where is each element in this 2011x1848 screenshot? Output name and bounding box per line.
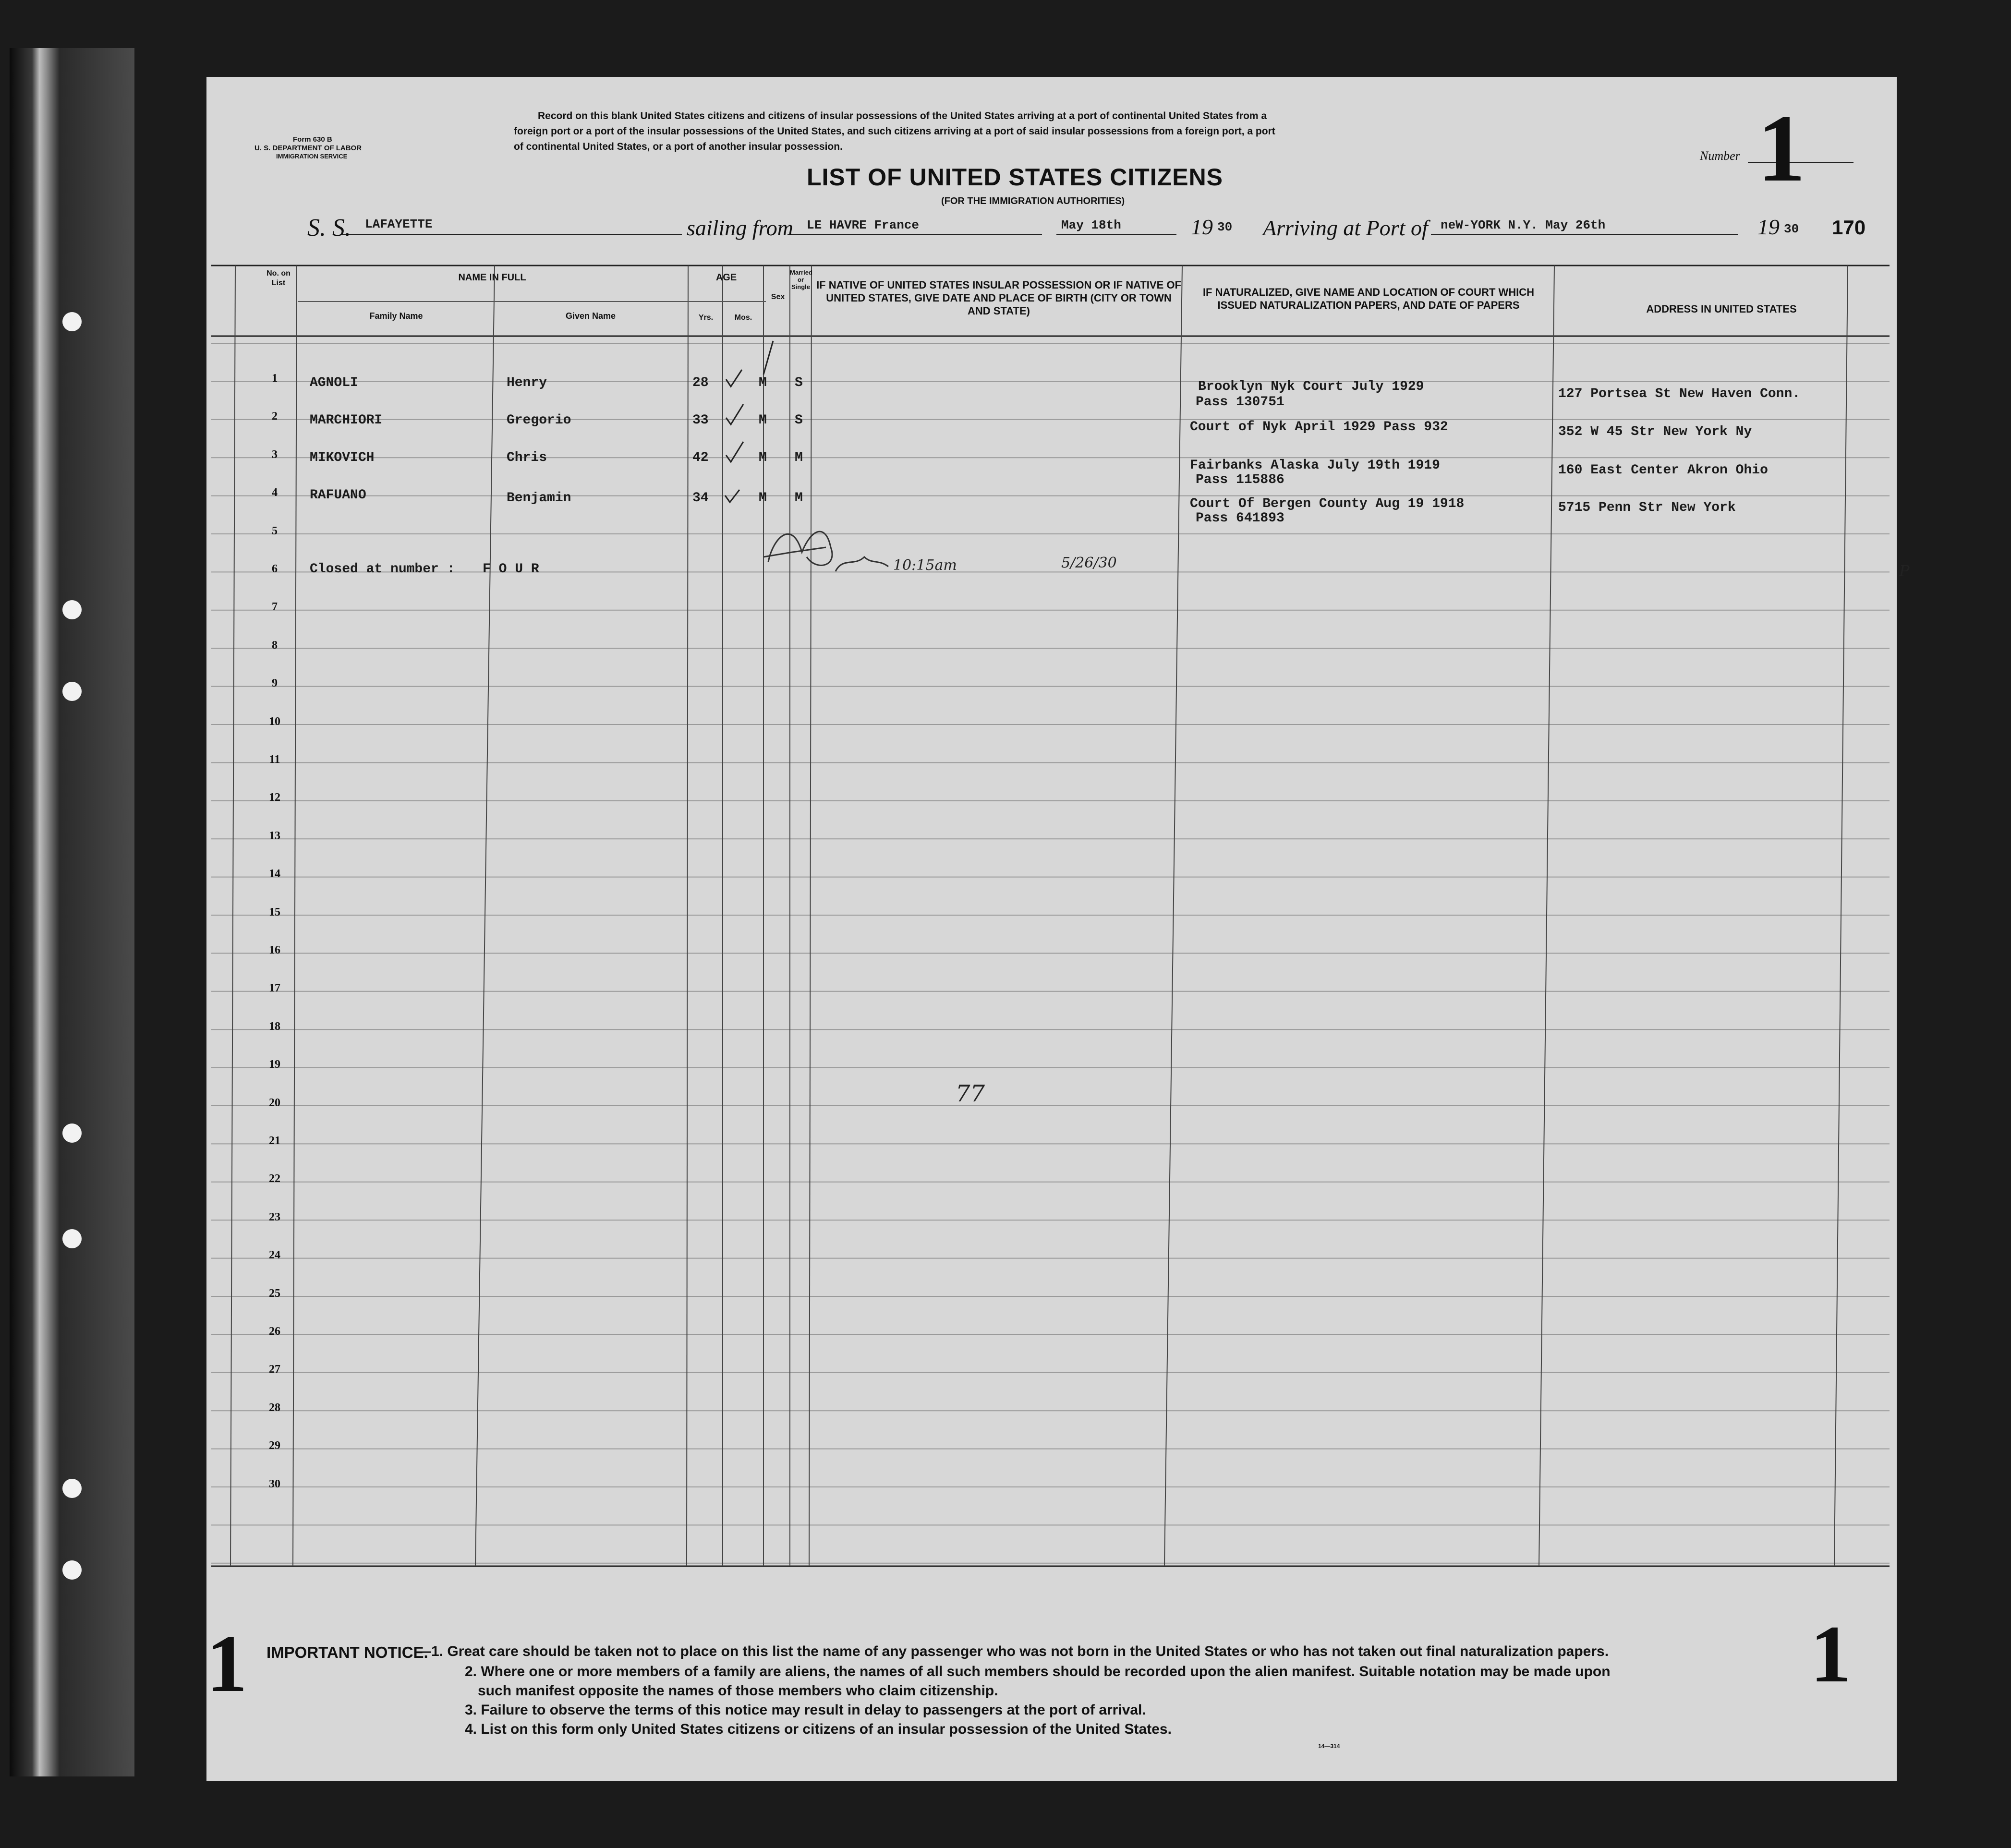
arrival-year-suffix: 30 xyxy=(1784,222,1799,236)
departure-port: LE HAVRE France xyxy=(807,218,920,232)
naturalization-pass-cell: Pass 641893 xyxy=(1196,511,1284,526)
header-given-name: Given Name xyxy=(565,311,616,321)
marital-cell: S xyxy=(795,375,803,390)
form-number: Form 630 B xyxy=(293,135,332,144)
line-number: 10 xyxy=(269,715,280,728)
sex-cell: M xyxy=(759,413,767,428)
notice-item-1: —1. Great care should be taken not to place on this list the name of any passenger who was not born in the United States or who has not taken out final naturalization papers. xyxy=(417,1643,1609,1659)
line-number: 13 xyxy=(269,829,280,842)
departure-year-prefix: 19 xyxy=(1191,215,1213,239)
page-mark: 77 xyxy=(956,1080,985,1107)
sex-cell: M xyxy=(759,450,767,465)
inspector-time: 10:15am xyxy=(893,557,957,574)
line-number: 22 xyxy=(269,1172,280,1185)
instruction-line: Record on this blank United States citizens and citizens of insular possessions of the United States arriving at a port of continental United States from a xyxy=(538,110,1267,121)
line-number: 1 xyxy=(272,372,278,385)
ship-name: LAFAYETTE xyxy=(365,217,433,231)
line-number: 2 xyxy=(272,410,278,423)
line-number: 29 xyxy=(269,1439,280,1452)
given-name-cell: Benjamin xyxy=(507,491,571,506)
line-number: 19 xyxy=(269,1058,280,1071)
line-number: 24 xyxy=(269,1249,280,1262)
family-name-cell: AGNOLI xyxy=(310,375,358,390)
naturalization-cell: Court of Nyk April 1929 Pass 932 xyxy=(1190,420,1448,435)
print-code: 14—314 xyxy=(1318,1743,1340,1750)
arriving-label: Arriving at Port of xyxy=(1263,216,1428,240)
line-number: 14 xyxy=(269,868,280,881)
line-number: 6 xyxy=(272,563,278,575)
line-number: 12 xyxy=(269,791,280,804)
service-name: IMMIGRATION SERVICE xyxy=(276,153,348,160)
line-number: 15 xyxy=(269,906,280,918)
instruction-line: of continental United States, or a port of another insular possession. xyxy=(514,141,843,152)
line-number: 20 xyxy=(269,1096,280,1109)
department-name: U. S. DEPARTMENT OF LABOR xyxy=(254,144,362,152)
naturalization-cell: Brooklyn Nyk Court July 1929 xyxy=(1198,379,1424,394)
age-cell: 42 xyxy=(692,450,709,465)
notice-item-2: 2. Where one or more members of a family are aliens, the names of all such members should be recorded upon the alien manifest. Suitable notation may be made upon xyxy=(465,1664,1611,1679)
notice-item-4: 4. List on this form only United States citizens or citizens of an insular possession of the United States. xyxy=(465,1721,1172,1737)
sex-cell: M xyxy=(759,491,767,506)
instruction-line: foreign port or a port of the insular possessions of the United States, and such citizens arriving at a port of said insular possessions from a foreign port, a port xyxy=(514,126,1275,137)
inspector-date: 5/26/30 xyxy=(1061,555,1117,571)
family-name-cell: RAFUANO xyxy=(310,488,366,503)
line-number: 16 xyxy=(269,944,280,956)
given-name-cell: Chris xyxy=(507,450,547,465)
address-cell: 5715 Penn Str New York xyxy=(1558,500,1736,515)
page-reference: 170 xyxy=(1832,216,1866,239)
naturalization-pass-cell: Pass 130751 xyxy=(1196,395,1284,410)
marital-cell: M xyxy=(795,491,803,506)
document-title: LIST OF UNITED STATES CITIZENS xyxy=(807,164,1224,191)
marital-cell: M xyxy=(795,450,803,465)
header-name-in-full: NAME IN FULL xyxy=(458,272,526,283)
header-family-name: Family Name xyxy=(369,311,423,321)
header-age-months: Mos. xyxy=(734,314,752,322)
header-native-birth: IF NATIVE OF UNITED STATES INSULAR POSSESSION OR IF NATIVE OF UNITED STATES, GIVE DATE AND PLACE OF BIRTH (CITY OR TOWN AND STATE) xyxy=(816,279,1181,317)
age-cell: 33 xyxy=(692,413,709,428)
line-number: 26 xyxy=(269,1325,280,1338)
naturalization-pass-cell: Pass 115886 xyxy=(1196,472,1284,487)
naturalization-cell: Court Of Bergen County Aug 19 1918 xyxy=(1190,496,1465,511)
family-name-cell: MARCHIORI xyxy=(310,413,383,428)
header-sex: Sex xyxy=(771,293,785,301)
age-cell: 34 xyxy=(692,491,709,506)
margin-mark: P xyxy=(1899,562,1910,580)
address-cell: 160 East Center Akron Ohio xyxy=(1558,463,1768,478)
header-married-or-single: Married or Single xyxy=(790,269,812,290)
family-name-cell: MIKOVICH xyxy=(310,450,375,465)
marital-cell: S xyxy=(795,413,803,428)
line-number: 9 xyxy=(272,677,278,690)
departure-year-suffix: 30 xyxy=(1217,220,1233,234)
arrival-port-date: neW-YORK N.Y. May 26th xyxy=(1441,218,1606,232)
list-number: 1 xyxy=(1757,96,1805,202)
line-number: 17 xyxy=(269,982,280,995)
header-no-on-list: No. on List xyxy=(267,269,291,287)
line-number: 23 xyxy=(269,1210,280,1223)
closed-at-value: F O U R xyxy=(483,562,539,577)
line-number: 28 xyxy=(269,1401,280,1414)
line-number: 27 xyxy=(269,1363,280,1376)
departure-date: May 18th xyxy=(1061,218,1121,232)
line-number: 3 xyxy=(272,448,278,461)
line-number: 11 xyxy=(269,753,280,766)
line-number: 5 xyxy=(272,524,278,537)
line-number: 4 xyxy=(272,486,278,499)
given-name-cell: Gregorio xyxy=(507,413,571,428)
line-number: 30 xyxy=(269,1477,280,1490)
corner-numeral-right: 1 xyxy=(1810,1609,1851,1699)
header-age: AGE xyxy=(715,272,737,283)
corner-numeral-left: 1 xyxy=(206,1619,247,1709)
naturalization-cell: Fairbanks Alaska July 19th 1919 xyxy=(1190,458,1440,473)
line-number: 7 xyxy=(272,601,278,614)
closed-at-label: Closed at number : xyxy=(310,562,455,577)
given-name-cell: Henry xyxy=(507,375,547,390)
line-number: 18 xyxy=(269,1020,280,1033)
line-number: 8 xyxy=(272,639,278,652)
address-cell: 352 W 45 Str New York Ny xyxy=(1558,424,1752,439)
address-cell: 127 Portsea St New Haven Conn. xyxy=(1558,387,1801,401)
header-age-years: Yrs. xyxy=(698,314,714,322)
ss-label: S. S. xyxy=(307,214,351,242)
notice-heading: IMPORTANT NOTICE. xyxy=(267,1643,428,1661)
line-number: 25 xyxy=(269,1287,280,1300)
header-address: ADDRESS IN UNITED STATES xyxy=(1646,303,1797,315)
notice-item-2-cont: such manifest opposite the names of those members who claim citizenship. xyxy=(478,1683,998,1699)
age-cell: 28 xyxy=(692,375,709,390)
notice-item-3: 3. Failure to observe the terms of this notice may result in delay to passengers at the port of arrival. xyxy=(465,1702,1146,1718)
header-naturalization: IF NATURALIZED, GIVE NAME AND LOCATION OF COURT WHICH ISSUED NATURALIZATION PAPERS, AND DATE OF PAPERS xyxy=(1202,286,1535,311)
arrival-year-prefix: 19 xyxy=(1757,215,1780,239)
number-label: Number xyxy=(1700,149,1740,163)
sailing-label: sailing from xyxy=(687,216,793,240)
document-subtitle: (FOR THE IMMIGRATION AUTHORITIES) xyxy=(941,196,1125,206)
sex-cell: M xyxy=(759,375,767,390)
line-number: 21 xyxy=(269,1135,280,1147)
